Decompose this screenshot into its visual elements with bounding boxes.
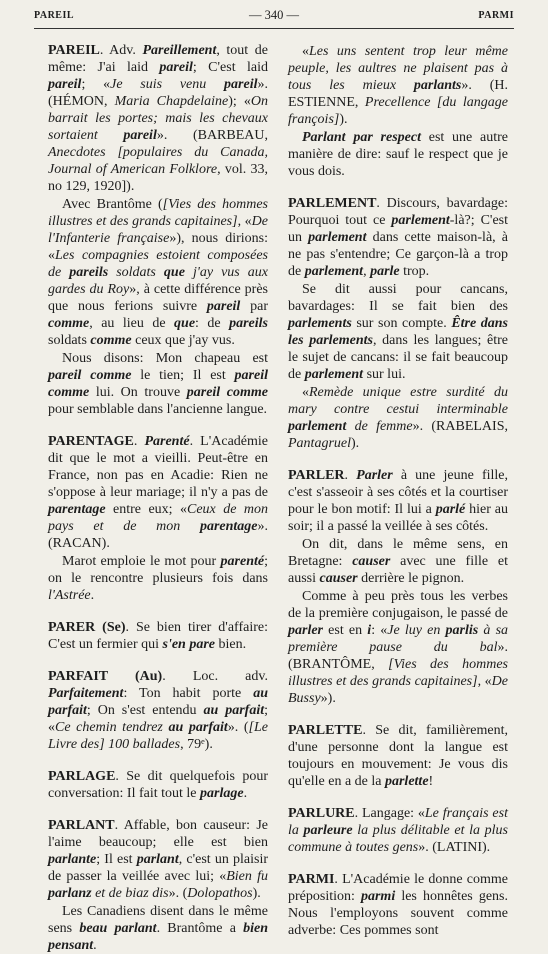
italic-citation: Je suis venu <box>110 77 225 92</box>
entry-subparagraph <box>288 384 508 452</box>
cited-term: s'en pare <box>162 637 215 652</box>
italic-citation: et de biaz dis <box>91 886 169 901</box>
cited-term: Parfaitement <box>48 686 124 701</box>
definition-text: trop. <box>399 264 430 279</box>
definition-text: sur lui. <box>363 367 406 382</box>
italic-citation: Ce chemin tendrez <box>55 720 169 735</box>
definition-text: . Se bien tirer d'affaire: C'est un fermier qui <box>48 620 268 652</box>
entry-subparagraph <box>288 129 508 180</box>
definition-text: », à cette différence près que nous ferions suivre <box>48 282 269 314</box>
headword: PARLANT <box>48 818 115 833</box>
running-header <box>34 8 514 28</box>
entry-paragraph <box>48 768 268 802</box>
definition-text: les honnêtes gens. Nous l'employons souvent comme adverbe: Ces pommes sont <box>288 889 508 938</box>
cited-term: Parlant par respect <box>302 130 421 145</box>
entry-parentage <box>48 433 268 604</box>
definition-text: , <box>363 264 371 279</box>
definition-text: bien. <box>215 637 247 652</box>
definition-text: ! <box>428 774 434 789</box>
italic-citation: l'Astrée <box>48 588 91 603</box>
definition-text: , « <box>237 214 252 229</box>
cited-term: parlis <box>445 623 479 638</box>
italic-citation: Je luy en <box>387 623 446 638</box>
definition-text: . Discours, bavardage: Pourquoi tout ce <box>288 196 508 228</box>
entry-parlette <box>288 722 508 790</box>
definition-text: ». ( <box>227 720 249 735</box>
definition-text: ; « <box>81 77 111 92</box>
definition-text: ). <box>252 886 261 901</box>
definition-text: , au lieu de <box>89 316 175 331</box>
cited-term: comme <box>48 316 90 331</box>
cited-term: pareils <box>229 316 268 331</box>
right-column <box>288 42 509 938</box>
definition-text: , tout de même: J'ai laid <box>48 43 268 75</box>
definition-text: : « <box>371 623 388 638</box>
definition-text: ); « <box>228 94 251 109</box>
definition-text: est en <box>323 623 368 638</box>
definition-text: pour semblable dans l'ancienne langue. <box>48 402 268 417</box>
cited-term: parler <box>288 623 323 638</box>
headword: PARMI <box>288 872 335 887</box>
entry-paragraph <box>288 805 508 856</box>
cited-term: parlants <box>413 78 462 93</box>
headword: PARENTAGE <box>48 434 134 449</box>
headword: PARLER <box>288 468 345 483</box>
definition-text: avec une fille et aussi <box>288 554 508 586</box>
italic-citation: Bien fu <box>226 869 268 884</box>
cited-term: causer <box>352 554 391 569</box>
definition-text: Marot emploie le mot pour <box>62 554 221 569</box>
header-rule <box>34 28 514 29</box>
cited-term: parlement <box>304 264 364 279</box>
definition-text: ». (LATINI). <box>418 840 491 855</box>
italic-citation: Precellence [du langage françois] <box>288 95 508 127</box>
definition-text: Nous disons: Mon chapeau est <box>62 351 268 366</box>
headword: PAREIL <box>48 43 100 58</box>
definition-text: Avec Brantôme ( <box>62 197 163 212</box>
italic-citation: Dolopathos <box>187 886 253 901</box>
definition-text: soldats <box>48 333 91 348</box>
definition-text: -là?; C'est un <box>288 213 509 245</box>
definition-text: . <box>133 434 145 449</box>
cited-term: parenté <box>220 554 265 569</box>
entry-parlement <box>288 195 508 452</box>
definition-text: le tien; Il est <box>131 368 235 383</box>
headword: PARLAGE <box>48 769 116 784</box>
entry-subparagraph <box>48 903 268 954</box>
headword: PARFAIT (Au) <box>48 669 163 684</box>
definition-text: ; on le rencontre plusieurs fois dans <box>48 554 268 586</box>
entry-paragraph <box>288 43 508 128</box>
cited-term: que <box>163 265 185 280</box>
cited-term: pareil <box>48 77 82 92</box>
definition-text: « <box>302 44 309 59</box>
italic-citation: Ceux de mon pays et de mon <box>48 502 268 534</box>
entry-paragraph <box>48 433 268 552</box>
italic-citation: [Vies des hommes illustres et des grands capitaines] <box>48 197 268 229</box>
cited-term: comme <box>90 333 132 348</box>
definition-text: . L'Académie dit que le mot a vieilli. Peut-être en France, non pas en Acadie: Rien ne s'oppose à leur mariage; il n'y a pas de <box>48 434 268 500</box>
definition-text: ». (HÉMON, <box>48 77 268 109</box>
entry-subparagraph <box>288 281 508 383</box>
definition-text: . Affable, bon causeur: Je l'aime beaucoup; elle est bien <box>48 818 268 850</box>
cited-term: pareils <box>69 265 109 280</box>
entry-paragraph <box>48 42 268 195</box>
definition-text: On dit, dans le même sens, en Bretagne: <box>288 537 508 569</box>
entry-paragraph <box>48 668 268 753</box>
definition-text: dans cette maison-là, à ne pas s'entendre; Ce garçon-là a trop de <box>288 230 509 279</box>
definition-text: ). <box>339 112 348 127</box>
headword: PARER (Se) <box>48 620 126 635</box>
definition-text: Les Canadiens disent dans le même sens <box>48 904 268 936</box>
cited-term: pareil comme <box>48 368 132 383</box>
definition-text: . Loc. adv. <box>162 669 268 684</box>
entry-subparagraph <box>288 536 508 587</box>
cited-term: parlage <box>200 786 244 801</box>
italic-citation: à sa première pause du bal <box>288 623 509 655</box>
italic-citation: Le français est la <box>288 806 508 838</box>
definition-text: lui. On trouve <box>89 385 187 400</box>
entry-subparagraph <box>48 196 268 349</box>
entry-parfait <box>48 668 268 753</box>
cited-term: pareil comme <box>48 368 268 400</box>
italic-citation: soldats <box>108 265 164 280</box>
definition-text: . Brantôme a <box>156 921 244 936</box>
italic-citation: De Bussy <box>288 674 508 706</box>
cited-term: parmi <box>360 889 396 904</box>
headword: PARLEMENT <box>288 196 377 211</box>
cited-term: que <box>174 316 196 331</box>
italic-citation: j'ay vus aux gardes du Roy <box>48 265 268 297</box>
definition-text: , vol. 33, no 129, 1920]). <box>48 162 269 194</box>
definition-text: , « <box>477 674 492 689</box>
cited-term: au parfait <box>168 720 228 735</box>
definition-text: est une autre manière de dire: sauf le respect que je vous dois. <box>288 130 508 179</box>
entry-paragraph <box>48 619 268 653</box>
definition-text: : de <box>195 316 230 331</box>
entry-paragraph <box>288 467 508 535</box>
header-right-word: PARMI <box>478 10 514 21</box>
definition-text: derrière le pignon. <box>357 571 465 586</box>
cited-term: pareil comme <box>186 385 268 400</box>
definition-text: . Se dit, familièrement, d'une personne dont la langue est toujours en mouvement: Je vous dis qu'elle en a de la <box>288 723 508 789</box>
definition-text: . <box>93 938 97 953</box>
cited-term: parlette <box>384 774 429 789</box>
definition-text: Comme à peu près tous les verbes de la première conjugaison, le passé de <box>288 589 508 621</box>
entry-pareil <box>48 42 268 418</box>
cited-term: parleure <box>303 823 353 838</box>
cited-term: parle <box>370 264 400 279</box>
cited-term: pareil <box>123 128 157 143</box>
cited-term: parentage <box>199 519 258 534</box>
definition-text: sur son compte. <box>351 316 452 331</box>
definition-text: ceux que j'ay vus. <box>131 333 235 348</box>
definition-text: , dans les langues; être le sujet de cancans: il se fait beaucoup de <box>288 333 508 382</box>
italic-citation: On barrait les portes; mais les chevaux sortaient <box>48 94 268 143</box>
italic-citation: la plus délitable et la plus commune à toutes gens <box>288 823 509 855</box>
cited-term: beau parlant <box>79 921 157 936</box>
definition-text: »), nous dirions: « <box>48 231 269 263</box>
cited-term: bien pensant <box>48 921 269 953</box>
cited-term: Être dans les parlements <box>288 316 509 348</box>
definition-text: ». (RACAN). <box>48 519 268 551</box>
entry-parlant <box>48 817 268 954</box>
definition-text: hier au soir; il a passé la veillée à ses côtés. <box>288 502 509 534</box>
definition-text: ; On s'est entendu <box>86 703 204 718</box>
definition-text: par <box>240 299 268 314</box>
definition-text: « <box>302 385 309 400</box>
definition-text: ». ( <box>168 886 188 901</box>
header-left-word: PAREIL <box>34 10 75 21</box>
cited-term: au parfait <box>48 686 268 718</box>
entry-parlage <box>48 768 268 802</box>
definition-text: . <box>344 468 357 483</box>
definition-text: ; C'est laid <box>192 60 269 75</box>
italic-citation: [Le Livre des] 100 ballades <box>48 720 268 752</box>
entry-subparagraph <box>48 553 268 604</box>
cited-term: causer <box>319 571 358 586</box>
definition-text: . L'Académie le donne comme préposition: <box>288 872 508 904</box>
cited-term: i <box>367 623 372 638</box>
cited-term: parlement <box>308 230 367 245</box>
cited-term: Parler <box>356 468 393 483</box>
cited-term: parlant <box>136 852 179 867</box>
italic-citation: Remède unique estre surdité du mary contre cestui interminable <box>288 385 508 417</box>
italic-citation: De l'Infanterie française <box>48 214 268 246</box>
entry-parlant-cont <box>288 43 508 180</box>
definition-text: . Adv. <box>99 43 143 58</box>
cited-term: pareil <box>206 299 241 314</box>
left-column <box>48 42 269 953</box>
entry-subparagraph <box>48 350 268 418</box>
entry-parer <box>48 619 268 653</box>
entry-paragraph <box>288 871 508 939</box>
definition-text: ). <box>351 436 360 451</box>
cited-term: Pareillement <box>142 43 217 58</box>
definition-text: , c'est un plaisir de passer la veillée avec lui; « <box>48 852 269 884</box>
definition-text: ; « <box>48 703 268 735</box>
cited-term: parlanz <box>48 886 92 901</box>
definition-text: ; Il est <box>96 852 137 867</box>
cited-term: parentage <box>48 502 106 517</box>
definition-text: , 79ᵉ). <box>180 737 213 752</box>
definition-text: ». (H. ESTIENNE, <box>288 78 508 110</box>
entry-parler <box>288 467 508 707</box>
cited-term: parlement <box>391 213 450 228</box>
definition-text: : Ton habit porte <box>123 686 254 701</box>
definition-text: ». (RABELAIS, <box>412 419 508 434</box>
headword: PARLETTE <box>288 723 363 738</box>
cited-term: parlements <box>288 316 352 331</box>
italic-citation: de femme <box>346 419 413 434</box>
italic-citation: Pantagruel <box>288 436 351 451</box>
cited-term: parlé <box>435 502 466 517</box>
cited-term: au parfait <box>203 703 265 718</box>
definition-text: Se dit aussi pour cancans, bavardages: Il se fait bien des <box>288 282 508 314</box>
entry-paragraph <box>288 195 508 280</box>
entry-subparagraph <box>288 588 508 707</box>
definition-text: ». (BRANTÔME, <box>288 640 508 672</box>
entry-paragraph <box>48 817 268 902</box>
cited-term: parlement <box>304 367 364 382</box>
cited-term: pareil <box>159 60 193 75</box>
italic-citation: Anecdotes [populaires du Canada, Journal of American Folklore <box>48 145 268 177</box>
cited-term: pareil <box>224 77 258 92</box>
definition-text: entre eux; « <box>105 502 187 517</box>
italic-citation: Les compagnies estoient composées de <box>48 248 268 280</box>
entry-paragraph <box>288 722 508 790</box>
italic-citation: [Vies des hommes illustres et des grands capitaines] <box>288 657 508 689</box>
entry-parlure <box>288 805 508 856</box>
page-number: — 340 — <box>249 8 299 22</box>
cited-term: parlement <box>288 419 347 434</box>
headword: PARLURE <box>288 806 355 821</box>
definition-text: ». (BARBEAU, <box>156 128 269 143</box>
cited-term: parlante <box>48 852 97 867</box>
definition-text: . <box>90 588 95 603</box>
entry-parmi <box>288 871 508 939</box>
italic-citation: Maria Chapdelaine <box>114 94 229 109</box>
definition-text: à une jeune fille, c'est s'asseoir à ses côtés et la courtiser pour le bon motif: Il lui a <box>288 468 508 517</box>
italic-citation: Les uns sentent trop leur même peuple, les aultres ne plaisent pas à tous les mieux <box>288 44 508 93</box>
cited-term: Parenté <box>144 434 190 449</box>
definition-text: . Se dit quelquefois pour conversation: Il fait tout le <box>48 769 268 801</box>
definition-text: . <box>243 786 248 801</box>
definition-text: »). <box>320 691 336 706</box>
definition-text: . Langage: « <box>354 806 425 821</box>
